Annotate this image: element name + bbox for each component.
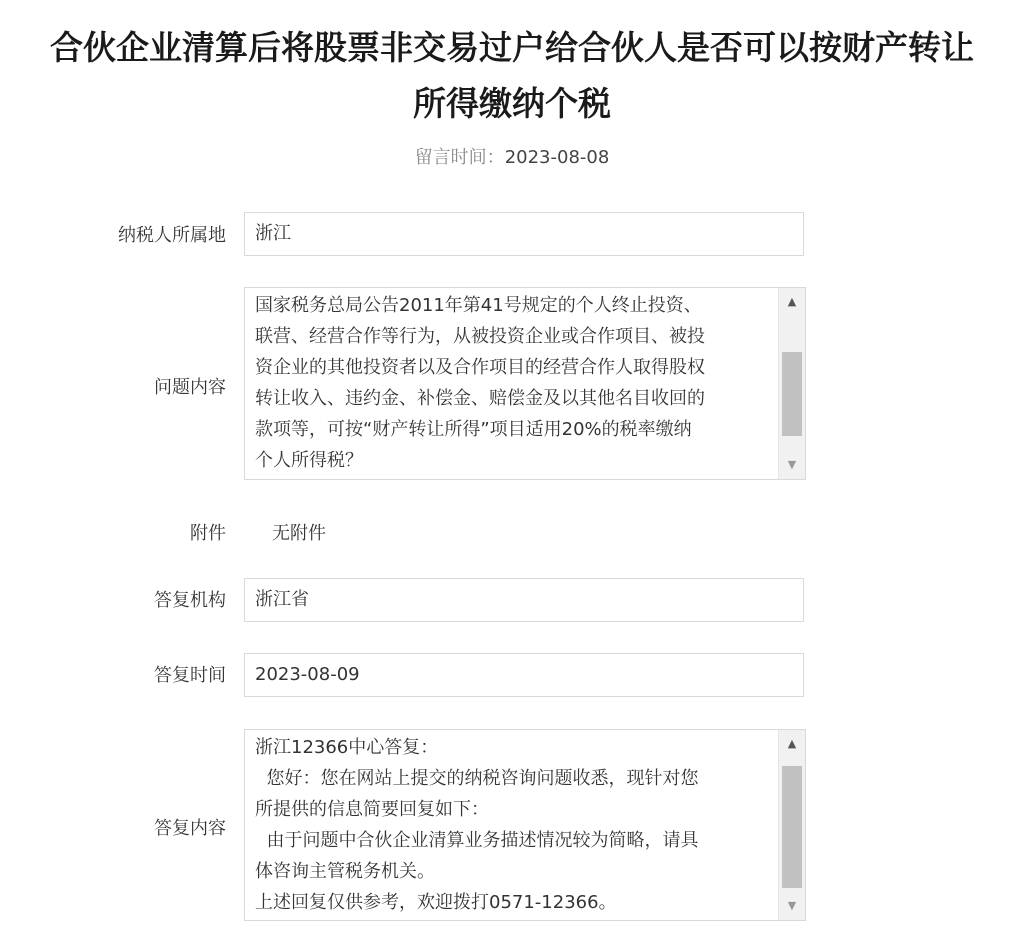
reply-scrollbar[interactable]	[778, 730, 805, 920]
reply-time-field[interactable]: 2023-08-09	[244, 653, 804, 697]
scroll-up-arrow-icon[interactable]: ▲	[787, 737, 797, 750]
question-content-text: 国家税务总局公告2011年第41号规定的个人终止投资、 联营、经营合作等行为，从被投资企业或合作项目、被投 资企业的其他投资者以及合作项目的经营合作人取得股权 转让收入、违约金、补偿金、赔偿金及以其他名目收回的 款项等，可按“财产转让所得”项目适用20%的税率缴纳 个人所得税？	[255, 295, 705, 471]
reply-content-textarea[interactable]	[244, 729, 806, 921]
taxpayer-location-field[interactable]: 浙江	[244, 212, 804, 256]
reply-time-label: 答复时间	[154, 665, 226, 686]
message-time-label: 留言时间：	[414, 147, 505, 168]
message-time	[0, 144, 1024, 172]
scroll-up-arrow-icon[interactable]: ▲	[787, 295, 797, 308]
question-scroll-thumb[interactable]	[782, 352, 802, 436]
reply-content-text: 浙江12366中心答复： 您好：您在网站上提交的纳税咨询问题收悉，现针对您 所提供的信息简要回复如下： 由于问题中合伙企业清算业务描述情况较为简略，请具 体咨询主管税务机关。 上述回复仅供参考，欢迎拨打0571-12366。	[255, 737, 699, 913]
attachment-label: 附件	[190, 523, 226, 544]
reply-org-label: 答复机构	[154, 590, 226, 611]
attachment-value: 无附件	[272, 523, 326, 544]
reply-scroll-thumb[interactable]	[782, 766, 802, 888]
scroll-down-arrow-icon[interactable]: ▼	[787, 458, 797, 471]
page-title	[20, 20, 1004, 132]
reply-org-field[interactable]: 浙江省	[244, 578, 804, 622]
page-title-line-2: 所得缴纳个税	[413, 84, 611, 123]
question-content-label: 问题内容	[154, 377, 226, 398]
scroll-down-arrow-icon[interactable]: ▼	[787, 899, 797, 912]
reply-content-label: 答复内容	[154, 818, 226, 839]
page-title-line-1: 合伙企业清算后将股票非交易过户给合伙人是否可以按财产转让	[50, 28, 974, 67]
taxpayer-location-label: 纳税人所属地	[118, 225, 226, 246]
question-content-textarea[interactable]	[244, 287, 806, 480]
message-time-value: 2023-08-08	[504, 147, 610, 168]
question-scrollbar[interactable]	[778, 288, 805, 479]
